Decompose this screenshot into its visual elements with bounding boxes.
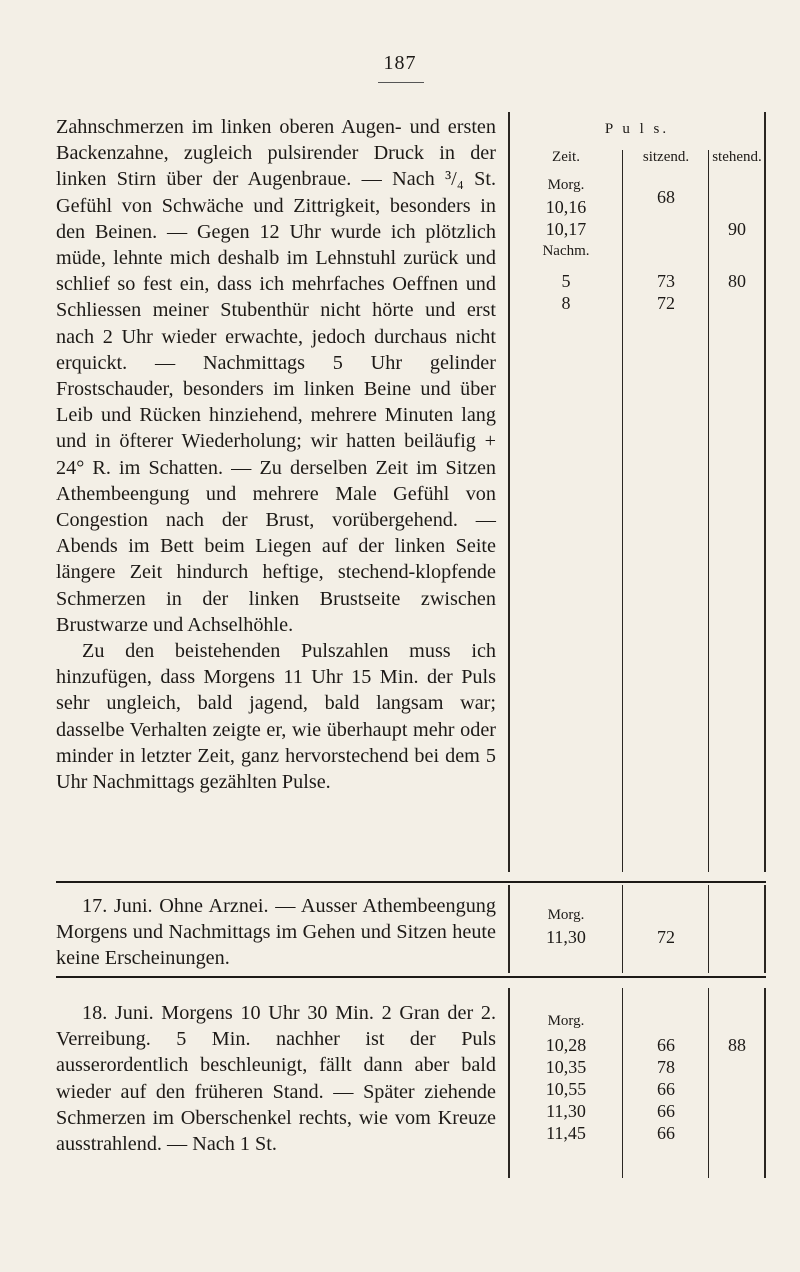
time-label: Morg.	[547, 177, 585, 193]
column-divider	[708, 885, 709, 973]
time-cell: 5	[561, 271, 571, 291]
sitting-cell: 73	[657, 271, 675, 291]
time-cell: 10,16	[545, 197, 587, 217]
sitting-cell: 66	[657, 1101, 675, 1121]
column-divider	[708, 150, 709, 872]
entry-text	[56, 893, 496, 972]
column-divider	[764, 885, 766, 973]
column-divider	[622, 988, 623, 1178]
time-cell: 8	[561, 293, 571, 313]
paragraph: 17. Juni. Ohne Arznei. — Ausser Athembeengung Morgens und Nachmittags im Gehen und Sitzen heute keine Erscheinungen.	[56, 895, 496, 970]
column-divider	[764, 112, 766, 872]
paragraph: Zu den beistehenden Pulszahlen muss ich hinzufügen, dass Morgens 11 Uhr 15 Min. der Puls sehr ungleich, bald jagend, bald langsam war; dasselbe Verhalten zeigte er, wie überhaupt mehr oder minder in letzter Zeit, ganz hervorstechend bei dem 5 Uhr Nachmittags gezählten Pulse.	[56, 640, 496, 794]
column-divider	[622, 150, 623, 872]
page-number: 187	[383, 52, 417, 74]
paragraph: 18. Juni. Morgens 10 Uhr 30 Min. 2 Gran der 2. Verreibung. 5 Min. nachher ist der Puls ausserordentlich beschleunigt, fällt dann aber bald wieder auf den früheren Stand. — Später ziehende Schmerzen im Oberschenkel rechts, wie vom Kreuze ausstrahlend. — Nach 1 St.	[56, 1002, 496, 1156]
column-divider	[764, 988, 766, 1178]
paragraph: Zahnschmerzen im linken oberen Augen- und ersten Backenzahne, zugleich pulsirender Druck in der linken Stirn über der Augenbraue. — Nach ³/₄ St. Gefühl von Schwäche und Zittrigkeit, besonders in den Beinen. — Gegen 12 Uhr wurde ich plötzlich müde, lehnte mich deshalb im Lehnstuhl zurück und schlief so fest ein, dass ich mehrfaches Oeffnen und Schliessen meiner Stubenthür nicht hörte und erst nach 2 Uhr wieder erwachte, jedoch durchaus nicht erquickt. — Nachmittags 5 Uhr gelinder Frostschauder, besonders im linken Beine und über Leib und Rücken hinziehend, mehrere Minuten lang und in öfterer Wiederholung; wir hatten beiläufig + 24° R. im Schatten. — Zu derselben Zeit im Sitzen Athembeengung und mehrere Male Gefühl von Congestion nach der Brust, vorübergehend. — Abends im Bett beim Liegen auf der linken Seite längere Zeit hindurch heftige, stechend-klopfende Schmerzen in der linken Brustseite zwischen Brustwarze und Achselhöhle.	[56, 116, 496, 636]
sitting-cell: 78	[657, 1057, 675, 1077]
sitting-cell: 66	[657, 1123, 675, 1143]
standing-cell: 90	[728, 219, 746, 239]
column-header-sitzend: sitzend.	[642, 149, 690, 165]
sitting-cell: 72	[657, 927, 675, 947]
entry-text	[56, 1000, 496, 1157]
standing-cell: 88	[728, 1035, 746, 1055]
time-label: Morg.	[547, 1013, 585, 1029]
sitting-cell: 72	[657, 293, 675, 313]
column-header-stehend: stehend.	[712, 149, 762, 165]
section-divider	[56, 881, 766, 883]
standing-cell: 80	[728, 271, 746, 291]
time-cell: 11,30	[546, 1101, 586, 1121]
section-divider	[56, 976, 766, 978]
sitting-cell: 68	[657, 187, 675, 207]
time-label: Morg.	[547, 907, 585, 923]
time-cell: 10,55	[545, 1079, 587, 1099]
time-cell: 11,30	[546, 927, 586, 947]
sitting-cell: 66	[657, 1079, 675, 1099]
column-header-zeit: Zeit.	[552, 149, 580, 165]
time-cell: 11,45	[546, 1123, 586, 1143]
sitting-cell: 66	[657, 1035, 675, 1055]
page-number-rule	[378, 82, 424, 83]
column-divider	[708, 988, 709, 1178]
pulse-table-title: P u l s.	[604, 121, 670, 137]
time-cell: 10,17	[545, 219, 587, 239]
time-cell: 10,35	[545, 1057, 587, 1077]
column-divider	[622, 885, 623, 973]
time-label: Nachm.	[542, 243, 590, 259]
time-cell: 10,28	[545, 1035, 587, 1055]
entry-text	[56, 114, 496, 795]
